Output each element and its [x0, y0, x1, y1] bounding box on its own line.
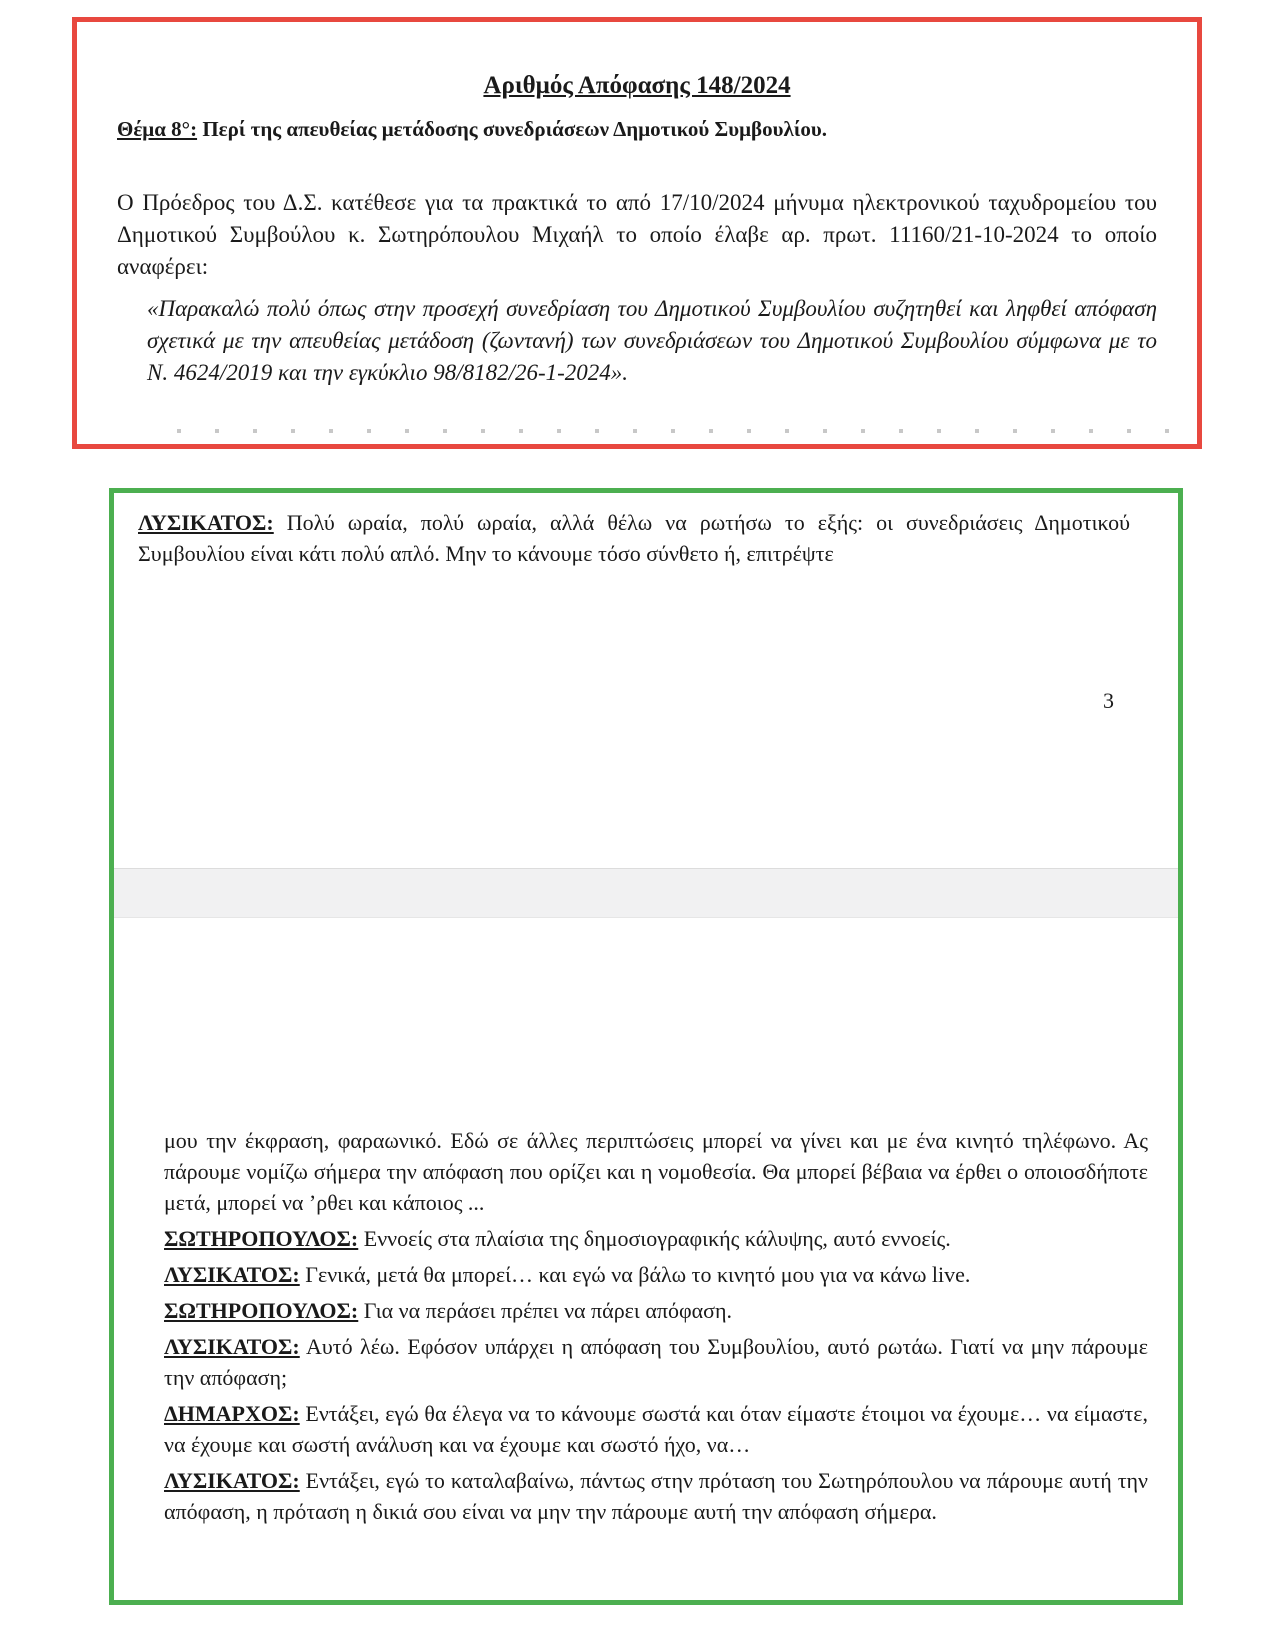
speech-text: Αυτό λέω. Εφόσον υπάρχει η απόφαση του Συμβουλίου, αυτό ρωτάω. Γιατί να μην πάρουμε την απόφαση;	[164, 1334, 1148, 1390]
speaker-name: ΛΥΣΙΚΑΤΟΣ:	[164, 1262, 300, 1287]
decision-subject	[117, 117, 1157, 142]
continuation-text: μου την έκφραση, φαραωνικό. Εδώ σε άλλες περιπτώσεις μπορεί να γίνει και με ένα κινητό τηλέφωνο. Ας πάρουμε νομίζω σήμερα την απόφαση που ορίζει και η νομοθεσία. Θα μπορεί βέβαια να έρθει ο οποιοσδήποτε μετά, μπορεί να ’ρθει και κάποιος ...	[164, 1128, 1148, 1215]
decision-quote: «Παρακαλώ πολύ όπως στην προσεχή συνεδρίαση του Δημοτικού Συμβουλίου συζητηθεί και ληφθεί απόφαση σχετικά με την απευθείας μετάδοση (ζωντανή) των συνεδριάσεων του Δημοτικού Συμβουλίου σύμφωνα με το Ν. 4624/2019 και την εγκύκλιο 98/8182/26-1-2024».	[147, 296, 1157, 385]
speech-text: Για να περάσει πρέπει να πάρει απόφαση.	[358, 1298, 733, 1323]
subject-label: Θέμα 8°:	[117, 117, 198, 141]
speaker-name: ΛΥΣΙΚΑΤΟΣ:	[138, 510, 274, 535]
speech-text: Πολύ ωραία, πολύ ωραία, αλλά θέλω να ρωτήσω το εξής: οι συνεδριάσεις Δημοτικού Συμβουλίου είναι κάτι πολύ απλό. Μην το κάνουμε τόσο σύνθετο ή, επιτρέψτε	[138, 510, 1130, 566]
page-break-gap	[109, 868, 1178, 918]
decision-title: Αριθμός Απόφασης 148/2024	[483, 72, 791, 99]
speaker-name: ΛΥΣΙΚΑΤΟΣ:	[164, 1334, 300, 1359]
speaker-name: ΛΥΣΙΚΑΤΟΣ:	[164, 1468, 300, 1493]
transcript-entry	[164, 1259, 1148, 1290]
transcript-entry	[138, 507, 1130, 569]
decision-excerpt-frame	[72, 17, 1202, 449]
decision-body: Ο Πρόεδρος του Δ.Σ. κατέθεσε για τα πρακτικά το από 17/10/2024 μήνυμα ηλεκτρονικού ταχυδρομείου του Δημοτικού Συμβούλου κ. Σωτηρόπουλου Μιχαήλ το οποίο έλαβε αρ. πρωτ. 11160/21-10-2024 το οποίο αναφέρει:	[117, 190, 1157, 279]
transcript-entry	[164, 1331, 1148, 1393]
cropped-text-line	[177, 429, 1177, 433]
transcript-entry	[164, 1223, 1148, 1254]
speech-text: Εννοείς στα πλαίσια της δημοσιογραφικής κάλυψης, αυτό εννοείς.	[358, 1226, 951, 1251]
transcript-entry	[164, 1295, 1148, 1326]
transcript-entry	[164, 1398, 1148, 1460]
subject-text: Περί της απευθείας μετάδοσης συνεδριάσεων Δημοτικού Συμβουλίου.	[197, 117, 827, 141]
speech-text: Εντάξει, εγώ το καταλαβαίνω, πάντως στην πρόταση του Σωτηρόπουλου να πάρουμε αυτή την απόφαση, η πρόταση η δικιά σου είναι να μην την πάρουμε αυτή την απόφαση σήμερα.	[164, 1468, 1148, 1524]
speaker-name: ΣΩΤΗΡΟΠΟΥΛΟΣ:	[164, 1226, 359, 1251]
transcript-continuation	[164, 1125, 1148, 1532]
speech-text: Γενικά, μετά θα μπορεί… και εγώ να βάλω το κινητό μου για να κάνω live.	[299, 1262, 971, 1287]
transcript-excerpt-frame	[109, 488, 1183, 1605]
speech-text: Εντάξει, εγώ θα έλεγα να το κάνουμε σωστά και όταν είμαστε έτοιμοι να έχουμε… να είμαστε, να έχουμε και σωστή ανάλυση και να έχουμε και σωστό ήχο, να…	[164, 1401, 1148, 1457]
transcript-entry	[164, 1465, 1148, 1527]
speaker-name: ΔΗΜΑΡΧΟΣ:	[164, 1401, 300, 1426]
speaker-name: ΣΩΤΗΡΟΠΟΥΛΟΣ:	[164, 1298, 359, 1323]
page-number: 3	[1103, 688, 1114, 713]
